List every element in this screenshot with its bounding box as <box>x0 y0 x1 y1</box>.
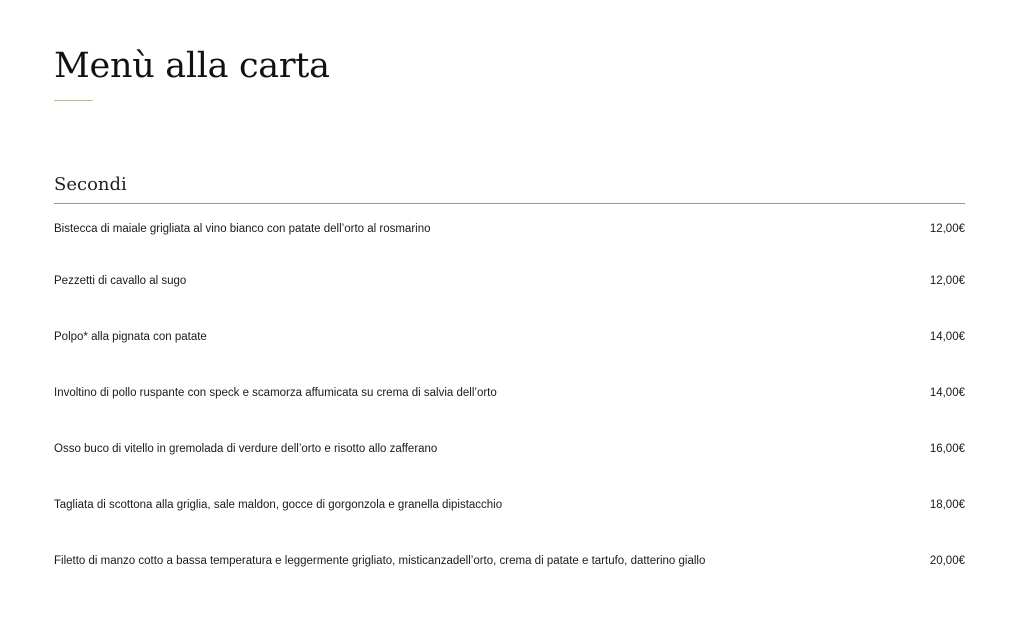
menu-item-name: Pezzetti di cavallo al sugo <box>54 275 187 287</box>
menu-item-price: 12,00€ <box>929 275 965 287</box>
menu-list <box>54 204 965 591</box>
menu-item <box>54 311 965 367</box>
title-accent-divider <box>54 100 93 101</box>
menu-item-name: Involtino di pollo ruspante con speck e scamorza affumicata su crema di salvia dell’orto <box>54 387 497 399</box>
section-title: Secondi <box>54 172 965 204</box>
menu-item-name: Polpo* alla pignata con patate <box>54 331 207 343</box>
menu-section-secondi <box>54 172 965 591</box>
menu-item-price: 16,00€ <box>929 443 965 455</box>
menu-item-price: 20,00€ <box>929 555 965 567</box>
menu-item-name: Bistecca di maiale grigliata al vino bianco con patate dell’orto al rosmarino <box>54 223 431 235</box>
menu-item <box>54 367 965 423</box>
menu-item <box>54 423 965 479</box>
menu-item <box>54 535 965 591</box>
page-title: Menù alla carta <box>54 46 330 86</box>
menu-item <box>54 479 965 535</box>
menu-item-name: Tagliata di scottona alla griglia, sale maldon, gocce di gorgonzola e granella dipistacchio <box>54 499 503 511</box>
menu-item-price: 14,00€ <box>929 331 965 343</box>
menu-item-name: Filetto di manzo cotto a bassa temperatura e leggermente grigliato, misticanzadell’orto, crema di patate e tartufo, datterino giallo <box>54 555 706 567</box>
menu-item-price: 18,00€ <box>929 499 965 511</box>
menu-item <box>54 204 965 255</box>
menu-item-price: 12,00€ <box>929 223 965 235</box>
menu-item <box>54 255 965 311</box>
menu-item-name: Osso buco di vitello in gremolada di verdure dell’orto e risotto allo zafferano <box>54 443 438 455</box>
menu-item-price: 14,00€ <box>929 387 965 399</box>
